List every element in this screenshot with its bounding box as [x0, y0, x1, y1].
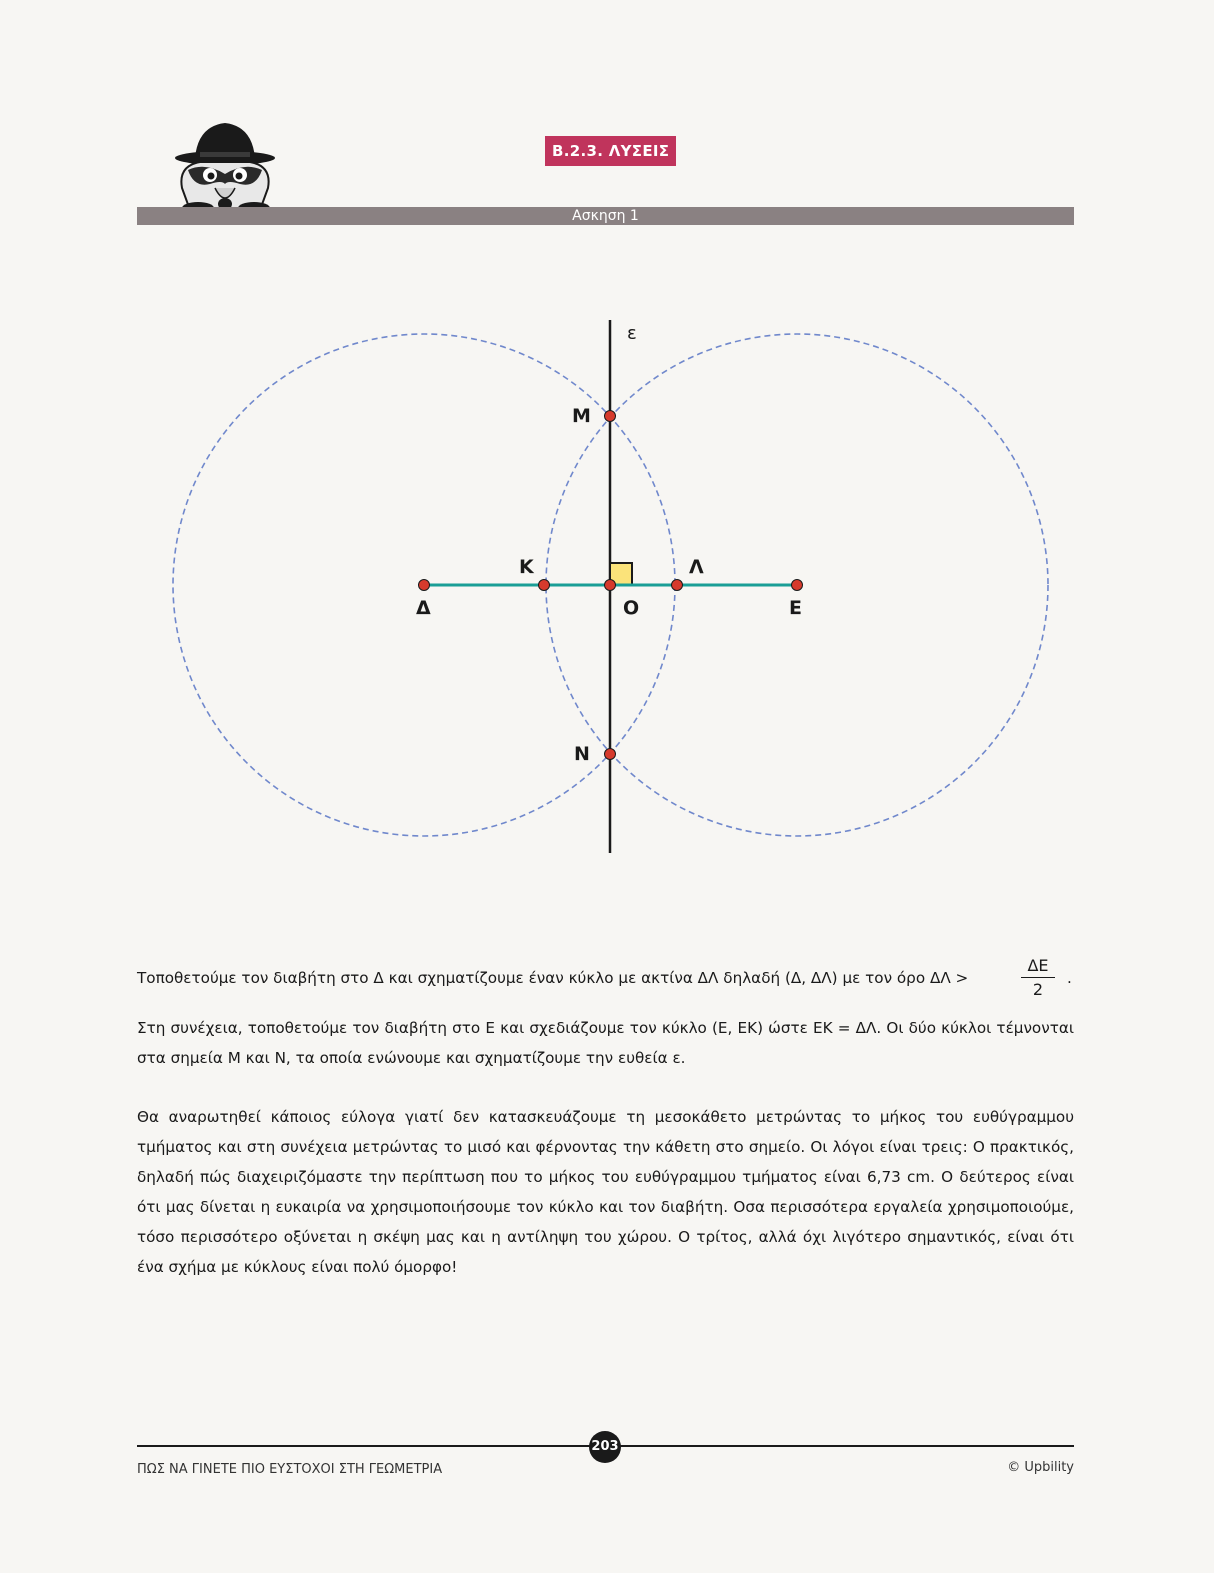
label-m: Μ	[572, 405, 591, 427]
point-e	[792, 580, 803, 591]
copyright: © Upbility	[1007, 1460, 1074, 1475]
paragraph-2: Στη συνέχεια, τοποθετούμε τον διαβήτη στο Ε και σχεδιάζουμε τον κύκλο (Ε, ΕΚ) ώστε ΕΚ = ΔΛ. Οι δύο κύκλοι τέμνονται στα σημεία Μ και Ν, τα οποία ενώνουμε και σχηματίζουμε την ευθεία ε.	[137, 1019, 1074, 1067]
label-n: Ν	[574, 743, 590, 765]
point-k	[539, 580, 550, 591]
book-title: ΠΩΣ ΝΑ ΓΙΝΕΤΕ ΠΙΟ ΕΥΣΤΟΧΟΙ ΣΤΗ ΓΕΩΜΕΤΡΙΑ	[137, 1462, 443, 1477]
point-m	[605, 411, 616, 422]
paragraph-1: Τοποθετούμε τον διαβήτη στο Δ και σχηματίζουμε έναν κύκλο με ακτίνα ΔΛ δηλαδή (Δ, ΔΛ) με τον όρο ΔΛ >	[137, 969, 969, 987]
label-o: Ο	[623, 597, 640, 619]
fraction-denominator: 2	[1032, 980, 1044, 999]
label-d: Δ	[416, 597, 431, 619]
fraction-numerator: ΔΕ	[1021, 955, 1055, 978]
label-epsilon: ε	[627, 323, 637, 344]
fraction-de-over-2	[1021, 955, 1055, 1002]
point-o	[605, 580, 616, 591]
label-e: Ε	[789, 597, 802, 619]
point-l	[672, 580, 683, 591]
section-title: Β.2.3. ΛΥΣΕΙΣ	[545, 136, 676, 166]
paragraph-3: Θα αναρωτηθεί κάποιος εύλογα γιατί δεν κατασκευάζουμε τη μεσοκάθετο μετρώντας το μήκος του ευθύγραμμου τμήματος και στη συνέχεια μετρώντας το μισό και φέρνοντας την κάθετη στο σημείο. Οι λόγοι είναι τρεις: Ο πρακτικός, δηλαδή πώς διαχειριζόμαστε την περίπτωση που το μήκος του ευθύγραμμου τμήματος είναι 6,73 cm. Ο δεύτερος είναι ότι μας δίνεται η ευκαιρία να χρησιμοποιήσουμε τον κύκλο και τον διαβήτη. Οσα περισσότερα εργαλεία χρησιμοποιούμε, τόσο περισσότερο οξύνεται η σκέψη μας και η αντίληψη του χώρου. Ο τρίτος, αλλά όχι λιγότερο σημαντικός, είναι ότι ένα σχήμα με κύκλους είναι πολύ όμορφο!	[137, 1108, 1074, 1276]
point-d	[419, 580, 430, 591]
label-l: Λ	[689, 556, 704, 578]
paragraph-1-period: .	[1067, 969, 1072, 987]
point-n	[605, 749, 616, 760]
exercise-title: Ασκηση 1	[137, 207, 1074, 225]
label-k: Κ	[519, 556, 534, 578]
page-number: 203	[589, 1431, 621, 1463]
